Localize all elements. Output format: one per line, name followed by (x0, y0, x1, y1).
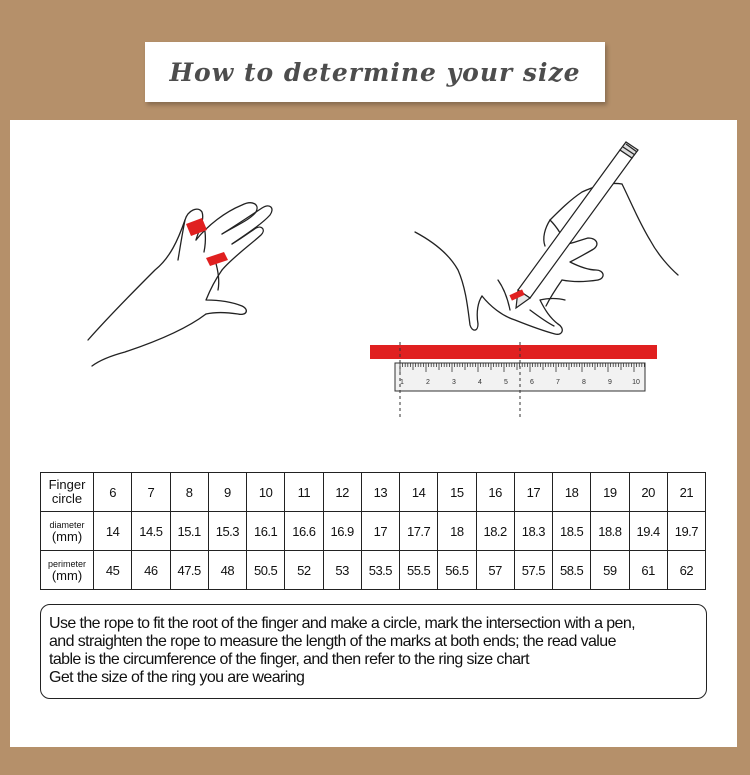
perimeter-cell: 53 (323, 551, 361, 590)
ruler-label: 3 (452, 379, 456, 386)
perimeter-cell: 56.5 (438, 551, 476, 590)
perimeter-cell: 55.5 (400, 551, 438, 590)
measuring-string (370, 345, 657, 359)
perimeter-cell: 61 (629, 551, 667, 590)
size-table (40, 472, 706, 590)
finger-circle-cell: 16 (476, 473, 514, 512)
ruler-label: 4 (478, 379, 482, 386)
perimeter-cell: 47.5 (170, 551, 208, 590)
diameter-cell: 18.2 (476, 512, 514, 551)
diameter-cell: 15.1 (170, 512, 208, 551)
ruler-label: 9 (608, 379, 612, 386)
diameter-cell: 18 (438, 512, 476, 551)
perimeter-cell: 53.5 (361, 551, 399, 590)
perimeter-cell: 52 (285, 551, 323, 590)
finger-circle-cell: 18 (553, 473, 591, 512)
diameter-cell: 18.3 (514, 512, 552, 551)
finger-circle-cell: 11 (285, 473, 323, 512)
measuring-illustration (10, 120, 737, 460)
perimeter-cell: 59 (591, 551, 629, 590)
row-header-diameter: diameter (mm) (41, 512, 94, 551)
diameter-cell: 17.7 (400, 512, 438, 551)
finger-circle-cell: 20 (629, 473, 667, 512)
diameter-cell: 14.5 (132, 512, 170, 551)
ruler-label: 6 (530, 379, 534, 386)
ruler-label: 1 (400, 379, 404, 386)
pencil-illustration (516, 142, 638, 308)
page-title: How to determine your size (169, 57, 581, 87)
instruction-line: table is the circumference of the finger, and then refer to the ring size chart (49, 651, 529, 668)
ruler-label: 8 (582, 379, 586, 386)
row-header-perimeter: perimeter (mm) (41, 551, 94, 590)
finger-circle-cell: 7 (132, 473, 170, 512)
diameter-cell: 16.9 (323, 512, 361, 551)
ruler-label: 7 (556, 379, 560, 386)
perimeter-cell: 46 (132, 551, 170, 590)
finger-circle-cell: 10 (247, 473, 285, 512)
instruction-line: Use the rope to fit the root of the finger and make a circle, mark the intersection with a pen, (49, 615, 636, 632)
instruction-line: Get the size of the ring you are wearing (49, 669, 305, 686)
diameter-cell: 16.6 (285, 512, 323, 551)
table-row (41, 551, 706, 590)
finger-circle-cell: 19 (591, 473, 629, 512)
perimeter-cell: 45 (94, 551, 132, 590)
perimeter-cell: 57 (476, 551, 514, 590)
ruler-label: 2 (426, 379, 430, 386)
finger-circle-cell: 12 (323, 473, 361, 512)
diameter-cell: 19.4 (629, 512, 667, 551)
finger-circle-cell: 9 (208, 473, 246, 512)
table-row (41, 512, 706, 551)
instruction-line: and straighten the rope to measure the length of the marks at both ends; the read value (49, 633, 616, 650)
perimeter-cell: 57.5 (514, 551, 552, 590)
diameter-cell: 18.5 (553, 512, 591, 551)
ruler-label: 10 (632, 379, 640, 386)
finger-circle-cell: 17 (514, 473, 552, 512)
perimeter-cell: 50.5 (247, 551, 285, 590)
finger-circle-cell: 6 (94, 473, 132, 512)
table-row (41, 473, 706, 512)
title-banner (145, 42, 605, 102)
instructions-box (40, 604, 707, 699)
diameter-cell: 17 (361, 512, 399, 551)
diameter-cell: 19.7 (667, 512, 705, 551)
perimeter-cell: 58.5 (553, 551, 591, 590)
diameter-cell: 18.8 (591, 512, 629, 551)
finger-circle-cell: 21 (667, 473, 705, 512)
ring-marks (186, 218, 228, 266)
finger-circle-cell: 14 (400, 473, 438, 512)
finger-circle-cell: 8 (170, 473, 208, 512)
content-panel (10, 120, 737, 747)
diameter-cell: 15.3 (208, 512, 246, 551)
perimeter-cell: 62 (667, 551, 705, 590)
ruler-label: 5 (504, 379, 508, 386)
row-header-finger-circle: Finger circle (41, 473, 94, 512)
hand-with-ring-illustration (88, 203, 272, 366)
perimeter-cell: 48 (208, 551, 246, 590)
diameter-cell: 16.1 (247, 512, 285, 551)
finger-circle-cell: 13 (361, 473, 399, 512)
diameter-cell: 14 (94, 512, 132, 551)
finger-circle-cell: 15 (438, 473, 476, 512)
